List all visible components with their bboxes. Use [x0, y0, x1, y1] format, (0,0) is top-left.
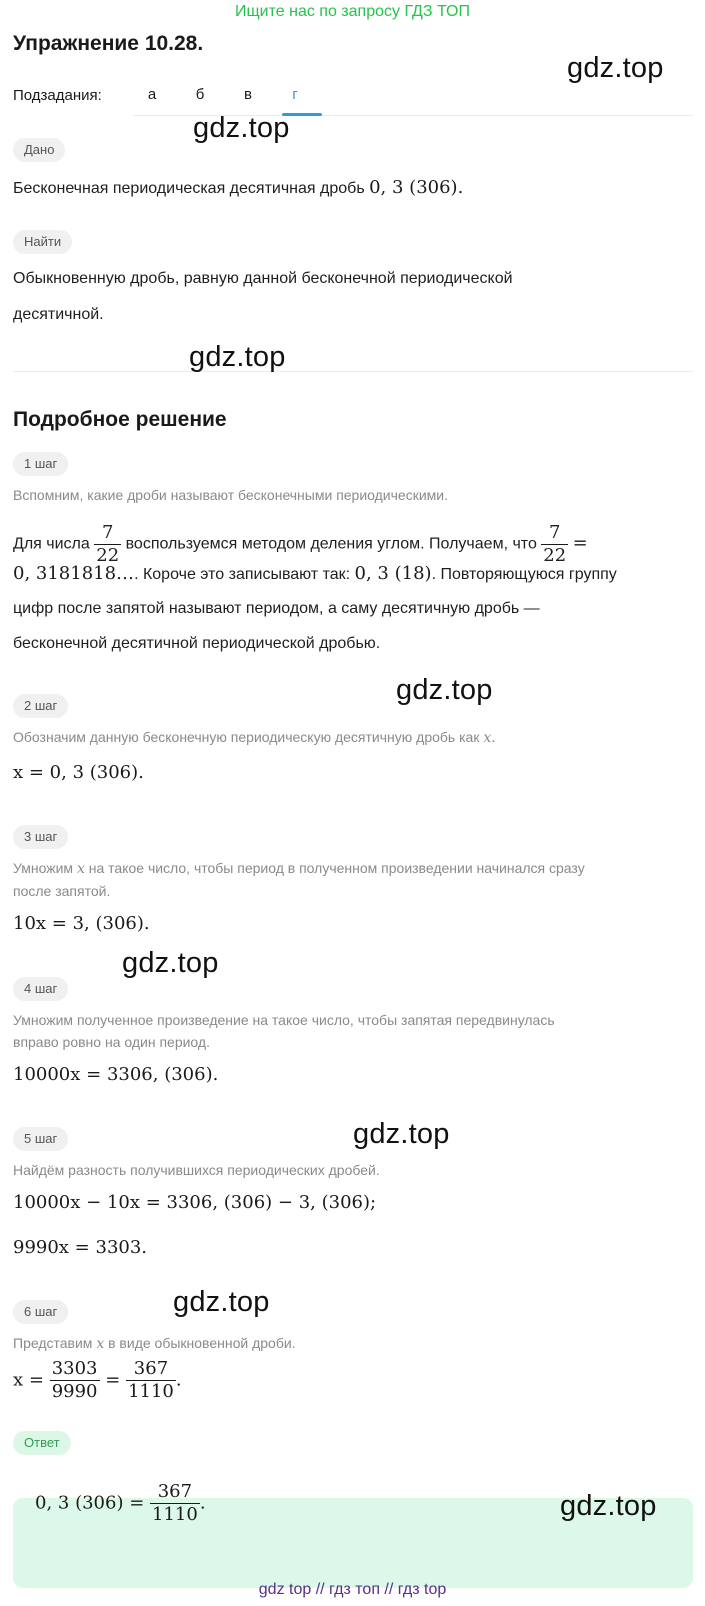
tab-a[interactable]: а: [147, 86, 157, 103]
step-2-formula: x = 0, 3 (306).: [13, 762, 144, 783]
fraction-3303-9990: [50, 1358, 100, 1403]
step-5-badge: 5 шаг: [13, 1127, 68, 1151]
tab-v[interactable]: в: [244, 86, 252, 103]
top-banner[interactable]: Ищите нас по запросу ГДЗ ТОП: [235, 3, 470, 20]
step-3-text: Умножим: [13, 860, 74, 876]
period: .: [199, 1492, 206, 1514]
watermark: gdz.top: [122, 947, 219, 979]
answer-badge: Ответ: [13, 1431, 71, 1455]
answer-lhs: 0, 3 (306) =: [35, 1492, 145, 1514]
step-6-text: в виде обыкновенной дроби.: [108, 1335, 296, 1351]
step-3-badge: 3 шаг: [13, 825, 68, 849]
watermark: gdz.top: [396, 674, 493, 706]
fraction-denominator: 22: [96, 545, 120, 566]
variable-x: x.: [483, 730, 496, 746]
step-1-badge: 1 шаг: [13, 452, 68, 476]
decimal-expansion: 0, 3181818…: [13, 563, 135, 584]
step-1-text: Для числа: [13, 535, 90, 553]
watermark: gdz.top: [189, 341, 286, 373]
watermark: gdz.top: [193, 112, 290, 144]
step-6-text: Представим: [13, 1335, 93, 1351]
fraction-numerator: 367: [157, 1481, 193, 1502]
tab-b[interactable]: б: [195, 86, 205, 103]
find-line-1: Обыкновенную дробь, равную данной бесконечной периодической: [13, 270, 513, 287]
step-6-note: [13, 1332, 296, 1355]
period: .: [175, 1369, 182, 1391]
section-divider: [13, 371, 693, 372]
step-2-text: Обозначим данную бесконечную периодическую десятичную дробь как: [13, 729, 480, 745]
step-4-formula: 10000x = 3306, (306).: [13, 1064, 219, 1085]
solution-heading: Подробное решение: [13, 408, 227, 431]
subtasks-label: Подзадания:: [13, 87, 102, 104]
step-1-text: . Повторяющуюся группу: [431, 566, 617, 583]
fraction-denominator: 9990: [51, 1381, 98, 1402]
find-badge: Найти: [13, 230, 72, 254]
equals-sign: =: [105, 1369, 121, 1391]
step-2-note: [13, 726, 496, 749]
given-badge: Дано: [13, 138, 65, 162]
step-3-note-2: после запятой.: [13, 883, 111, 899]
step-1-text: воспользуемся методом деления углом. Получаем, что: [125, 535, 537, 553]
given-label: Бесконечная периодическая десятичная дробь: [13, 180, 365, 197]
step-1-line-4: бесконечной десятичной периодической дробью.: [13, 635, 381, 652]
step-4-badge: 4 шаг: [13, 977, 68, 1001]
step-1-line-2: [13, 561, 617, 588]
step-5-formula-1: 10000x − 10x = 3306, (306) − 3, (306);: [13, 1192, 377, 1213]
variable-x: x: [96, 1336, 105, 1352]
step-3-formula: 10x = 3, (306).: [13, 913, 150, 934]
step-3-text: на такое число, чтобы период в полученном произведении начинался сразу: [88, 860, 585, 876]
step-3-note: [13, 857, 585, 880]
fraction-denominator: 1110: [152, 1504, 198, 1525]
fraction-367-1110: [126, 1358, 176, 1403]
step-4-note-2: вправо ровно на один период.: [13, 1034, 210, 1050]
fraction-denominator: 1110: [128, 1381, 174, 1402]
step-5-formula-2: 9990x = 3303.: [13, 1237, 148, 1258]
answer-formula: [35, 1481, 206, 1526]
step-2-badge: 2 шаг: [13, 694, 68, 718]
step-4-note: Умножим полученное произведение на такое число, чтобы запятая передвинулась: [13, 1012, 555, 1028]
step-5-note: Найдём разность получившихся периодических дробей.: [13, 1162, 380, 1178]
given-math: 0, 3 (306).: [369, 177, 464, 198]
step-1-line-3: цифр после запятой называют периодом, а саму десятичную дробь —: [13, 600, 540, 617]
fraction-numerator: 7: [549, 522, 561, 543]
watermark: gdz.top: [353, 1118, 450, 1150]
page-title: Упражнение 10.28.: [13, 32, 204, 55]
given-text: [13, 175, 463, 202]
formula-lhs: x =: [13, 1369, 44, 1391]
variable-x: x: [76, 861, 85, 877]
fraction-numerator: 7: [101, 522, 114, 543]
step-6-badge: 6 шаг: [13, 1300, 68, 1324]
tab-g[interactable]: г: [292, 86, 298, 103]
periodic-notation: 0, 3 (18): [354, 563, 432, 584]
answer-fraction: [150, 1481, 200, 1526]
fraction-numerator: 367: [133, 1358, 169, 1379]
fraction-numerator: 3303: [51, 1358, 98, 1379]
watermark: gdz.top: [173, 1286, 270, 1318]
find-line-2: десятичной.: [13, 306, 104, 323]
step-1-note: Вспомним, какие дроби называют бесконечными периодическими.: [13, 487, 448, 503]
equals-sign: =: [572, 532, 588, 554]
step-6-formula: [13, 1358, 182, 1403]
fraction-denominator: 22: [543, 545, 567, 566]
footer-links[interactable]: gdz top // гдз топ // гдз top: [258, 1581, 447, 1598]
step-1-text: . Короче это записывают так:: [134, 566, 351, 583]
watermark: gdz.top: [567, 52, 664, 84]
watermark: gdz.top: [560, 1490, 657, 1522]
